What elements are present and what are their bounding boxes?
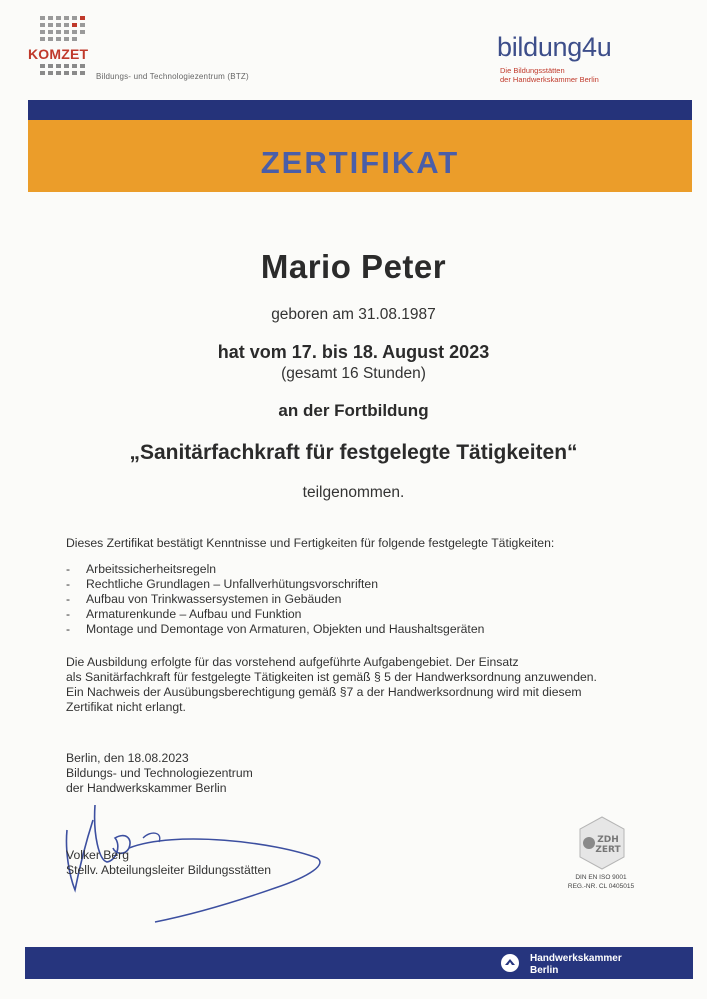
certificate-title: ZERTIFIKAT [260, 145, 460, 180]
seal-label-1: ZDH [597, 835, 619, 845]
legal-note [66, 655, 666, 715]
list-item: - Montage und Demontage von Armaturen, Objekten und Haushaltsgeräten [66, 622, 484, 637]
iso-certification [540, 873, 662, 891]
legal-note-line: Die Ausbildung erfolgte für das vorstehend aufgeführte Aufgabengebiet. Der Einsatz [66, 655, 519, 669]
course-intro: an der Fortbildung [278, 401, 429, 420]
list-item: - Armaturenkunde – Aufbau und Funktion [66, 607, 484, 622]
issuer-line-2: der Handwerkskammer Berlin [66, 781, 227, 795]
legal-note-line: Ein Nachweis der Ausübungsberechtigung gemäß §7 a der Handwerksordnung wird mit diesem [66, 685, 582, 699]
course-title: „Sanitärfachkraft für festgelegte Tätigkeiten“ [129, 441, 578, 464]
list-item: - Rechtliche Grundlagen – Unfallverhütungsvorschriften [66, 577, 484, 592]
iso-line-2: REG.-NR. CL 0405015 [567, 883, 635, 890]
bildung4u-subtitle-1: Die Bildungsstätten [500, 66, 565, 75]
legal-note-line: Zertifikat nicht erlangt. [66, 700, 186, 714]
participated-line: teilgenommen. [302, 484, 405, 501]
handwerkskammer-city: Berlin [530, 965, 559, 976]
komzet-logo [28, 16, 92, 78]
legal-note-line: als Sanitärfachkraft für festgelegte Tätigkeiten ist gemäß § 5 der Handwerksordnung anzuwenden. [66, 670, 597, 684]
btz-name: Bildungs- und Technologiezentrum (BTZ) [96, 72, 249, 81]
skills-list [66, 562, 484, 637]
course-hours-line: (gesamt 16 Stunden) [281, 365, 426, 382]
list-item: - Arbeitssicherheitsregeln [66, 562, 484, 577]
seal-label-2: ZERT [595, 845, 621, 855]
signer-name: Volker Berg [66, 848, 130, 862]
participant-name: Mario Peter [260, 248, 447, 285]
bildung4u-logo: bildung4u [497, 32, 612, 62]
birth-date-line: geboren am 31.08.1987 [271, 306, 436, 323]
course-date-line: hat vom 17. bis 18. August 2023 [217, 342, 490, 362]
list-item: - Aufbau von Trinkwassersystemen in Gebäuden [66, 592, 484, 607]
handwerkskammer-name: Handwerkskammer [530, 953, 622, 964]
top-navy-stripe [28, 100, 692, 120]
komzet-wordmark: KOMZET [28, 46, 89, 62]
signer-role: Stellv. Abteilungsleiter Bildungsstätten [66, 863, 272, 877]
komzet-dot-grid [40, 16, 90, 44]
zdh-zert-seal-icon [576, 815, 628, 871]
handwerkskammer-logo-icon [500, 953, 520, 973]
bildung4u-subtitle-2: der Handwerkskammer Berlin [500, 75, 599, 84]
komzet-dot-grid-lower [40, 64, 90, 76]
skills-intro: Dieses Zertifikat bestätigt Kenntnisse und Fertigkeiten für folgende festgelegte Tätigkeiten: [66, 536, 555, 550]
issuer-line-1: Bildungs- und Technologiezentrum [66, 766, 253, 780]
place-date: Berlin, den 18.08.2023 [66, 751, 189, 765]
iso-line-1: DIN EN ISO 9001 [575, 874, 627, 881]
